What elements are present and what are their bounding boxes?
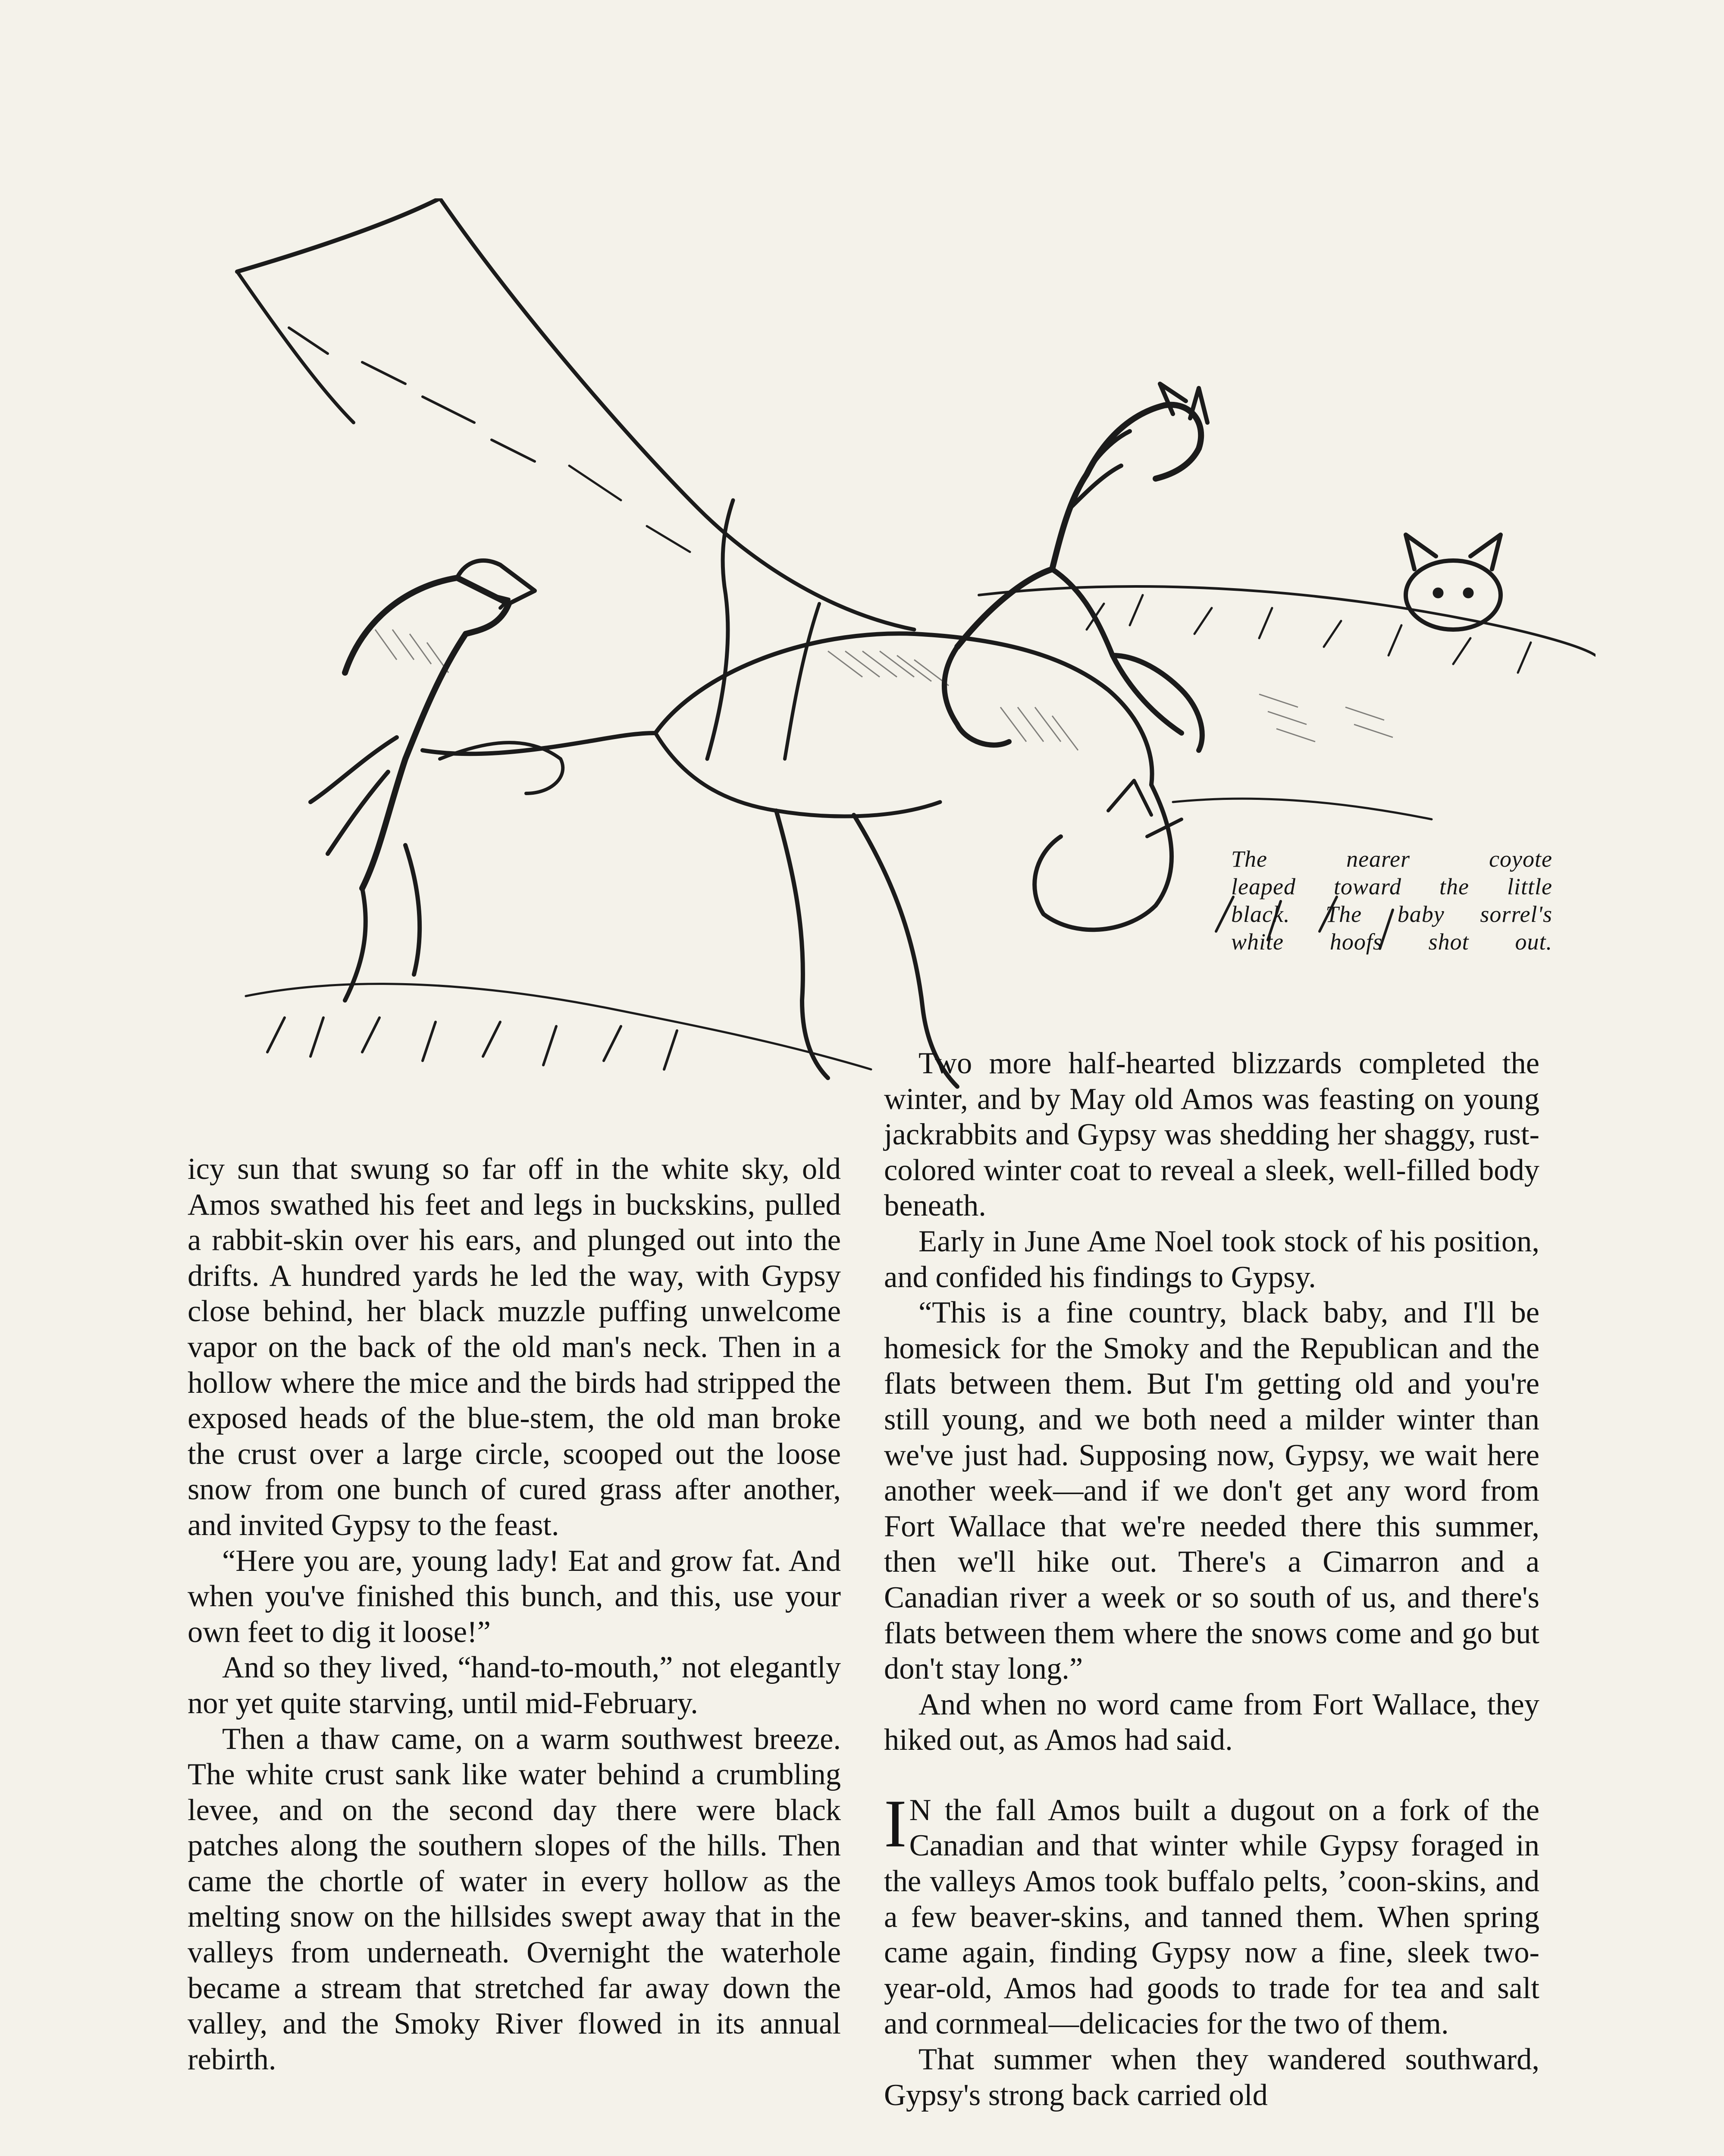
body-paragraph: “Here you are, young lady! Eat and grow fat. And when you've finished this bunch, and this, use your own feet to dig it loose!” (188, 1544, 841, 1649)
body-paragraph: Two more half-hearted blizzards completed the winter, and by May old Amos was feasting on young jackrabbits and Gypsy was shedding her shaggy, rust-colored winter coat to reveal a sleek, well-filled body beneath. (884, 1047, 1539, 1223)
caption-line: The nearer coyote (1231, 846, 1552, 872)
section-opening-paragraph (884, 1786, 1539, 2042)
body-paragraph: icy sun that swung so far off in the white sky, old Amos swathed his feet and legs in buckskins, pulled a rabbit-skin over his ears, and plunged out into the drifts. A hundred yards he led the way, with Gypsy close behind, her black muzzle puffing unwelcome vapor on the back of the old man's neck. Then in a hollow where the mice and the birds had stripped the exposed heads of the blue-stem, the old man broke the crust over a large circle, scooped out the loose snow from one bunch of cured grass after another, and invited Gypsy to the feast. (188, 1152, 841, 1542)
drop-cap: I (884, 1786, 907, 1861)
caption-line: black. The baby sorrel's (1231, 901, 1552, 927)
body-paragraph: And when no word came from Fort Wallace, they hiked out, as Amos had said. (884, 1687, 1539, 1757)
body-paragraph: “This is a fine country, black baby, and I'll be homesick for the Smoky and the Republican and the flats between them. But I'm getting old and you're still young, and we both need a milder winter than we've just had. Supposing now, Gypsy, we wait here another week—and if we don't get any word from Fort Wallace that we're needed there this summer, then we'll hike out. There's a Cimarron and a Canadian river a week or so south of us, and there's flats between them where the snows come and go but don't stay long.” (884, 1296, 1539, 1686)
left-column (188, 1151, 841, 2077)
caption-line: white hoofs shot out. (1231, 929, 1552, 955)
body-paragraph: Early in June Ame Noel took stock of his position, and confided his findings to Gypsy. (884, 1224, 1539, 1294)
illustration-caption (1231, 845, 1552, 956)
caption-line: leaped toward the little (1231, 874, 1552, 899)
coyote-attack-illustration (181, 198, 1595, 1130)
section-paragraph-text: N the fall Amos built a dugout on a fork of the Canadian and that winter while Gypsy foraged in the valleys Amos took buffalo pelts, ’coon-skins, and a few beaver-skins, and tanned them. When spring came again, finding Gypsy now a fine, sleek two-year-old, Amos had goods to trade for tea and salt and cornmeal—delicacies for the two of them. (884, 1793, 1539, 2041)
body-paragraph: And so they lived, “hand-to-mouth,” not elegantly nor yet quite starving, until mid-February. (188, 1651, 841, 1720)
body-paragraph: That summer when they wandered southward, Gypsy's strong back carried old (884, 2043, 1539, 2112)
right-column (884, 1046, 1539, 2113)
body-paragraph: Then a thaw came, on a warm southwest breeze. The white crust sank like water behind a crumbling levee, and on the second day there were black patches along the southern slopes of the hills. Then came the chortle of water in every hollow as the melting snow on the hillsides swept away that in the valleys from underneath. Overnight the waterhole became a stream that stretched far away down the valley, and the Smoky River flowed in its annual rebirth. (188, 1722, 841, 2076)
